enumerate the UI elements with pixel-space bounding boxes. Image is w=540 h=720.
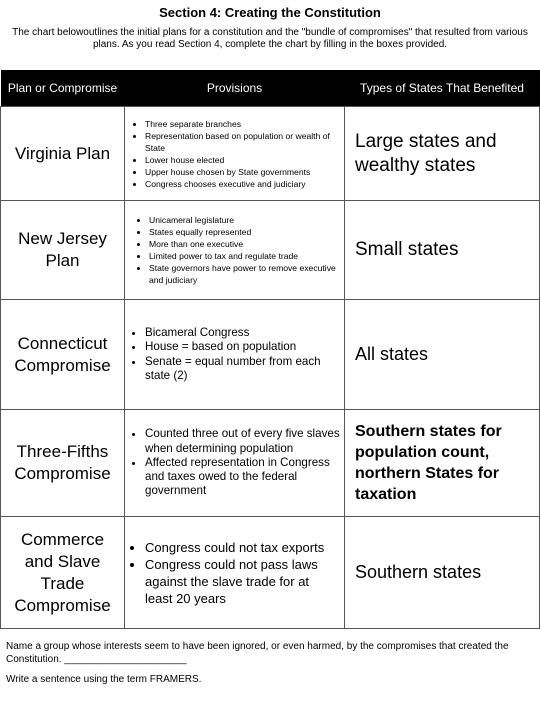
- page-title: Section 4: Creating the Constitution: [159, 5, 381, 20]
- provisions-cell: [125, 517, 345, 629]
- header-row: [1, 70, 540, 107]
- header-plan: Plan or Compromise: [1, 70, 125, 107]
- list-item: • Unicameral legislature: [149, 214, 340, 226]
- table-row: [1, 517, 540, 629]
- intro-text: The chart belowoutlines the initial plans for a constitution and the "bundle of compromises" that resulted from various plans. As you read Section 4, complete the chart by filling in the boxes provided.: [12, 27, 528, 50]
- plan-cell: Virginia Plan: [1, 107, 125, 201]
- list-item: • Congress chooses executive and judiciary: [145, 178, 340, 190]
- plan-cell: Commerce and Slave Trade Compromise: [1, 517, 125, 629]
- states-cell: Southern states: [345, 517, 540, 629]
- provisions-list: [131, 326, 340, 383]
- provisions-cell: [125, 201, 345, 300]
- list-item: • Upper house chosen by State governments: [145, 166, 340, 178]
- list-item: • State governors have power to remove executive and judiciary: [149, 262, 340, 286]
- question-ignored-group: Name a group whose interests seem to have been ignored, or even harmed, by the compromises that created the Constitution. ______________________: [6, 641, 509, 665]
- list-item: • Limited power to tax and regulate trade: [149, 250, 340, 262]
- compromise-chart: [0, 70, 540, 629]
- question-framers: Write a sentence using the term FRAMERS.: [6, 674, 202, 685]
- list-item: • States equally represented: [149, 226, 340, 238]
- provisions-list: [131, 118, 340, 190]
- list-item: • Affected representation in Congress and taxes owed to the federal government: [145, 456, 340, 499]
- provisions-cell: [125, 107, 345, 201]
- provisions-cell: [125, 410, 345, 517]
- plan-cell: Three-Fifths Compromise: [1, 410, 125, 517]
- states-cell: Southern states for population count, northern States for taxation: [345, 410, 540, 517]
- list-item: • Counted three out of every five slaves when determining population: [145, 427, 340, 456]
- provisions-list: [131, 214, 340, 286]
- table-row: [1, 300, 540, 410]
- provisions-list: [131, 539, 340, 607]
- list-item: • Senate = equal number from each state (2): [145, 355, 340, 384]
- header-provisions: Provisions: [125, 70, 345, 107]
- table-row: [1, 107, 540, 201]
- states-cell: All states: [345, 300, 540, 410]
- plan-cell: New Jersey Plan: [1, 201, 125, 300]
- states-cell: Small states: [345, 201, 540, 300]
- list-item: • More than one executive: [149, 238, 340, 250]
- list-item: • Three separate branches: [145, 118, 340, 130]
- list-item: • Lower house elected: [145, 154, 340, 166]
- list-item: • Congress could not tax exports: [145, 539, 340, 556]
- header-states: Types of States That Benefited: [345, 70, 540, 107]
- states-cell: Large states and wealthy states: [345, 107, 540, 201]
- list-item: • Representation based on population or wealth of State: [145, 130, 340, 154]
- plan-cell: Connecticut Compromise: [1, 300, 125, 410]
- list-item: • House = based on population: [145, 340, 340, 354]
- table-row: [1, 410, 540, 517]
- provisions-cell: [125, 300, 345, 410]
- list-item: • Congress could not pass laws against the slave trade for at least 20 years: [145, 556, 340, 607]
- provisions-list: [131, 427, 340, 498]
- list-item: • Bicameral Congress: [145, 326, 340, 340]
- table-row: [1, 201, 540, 300]
